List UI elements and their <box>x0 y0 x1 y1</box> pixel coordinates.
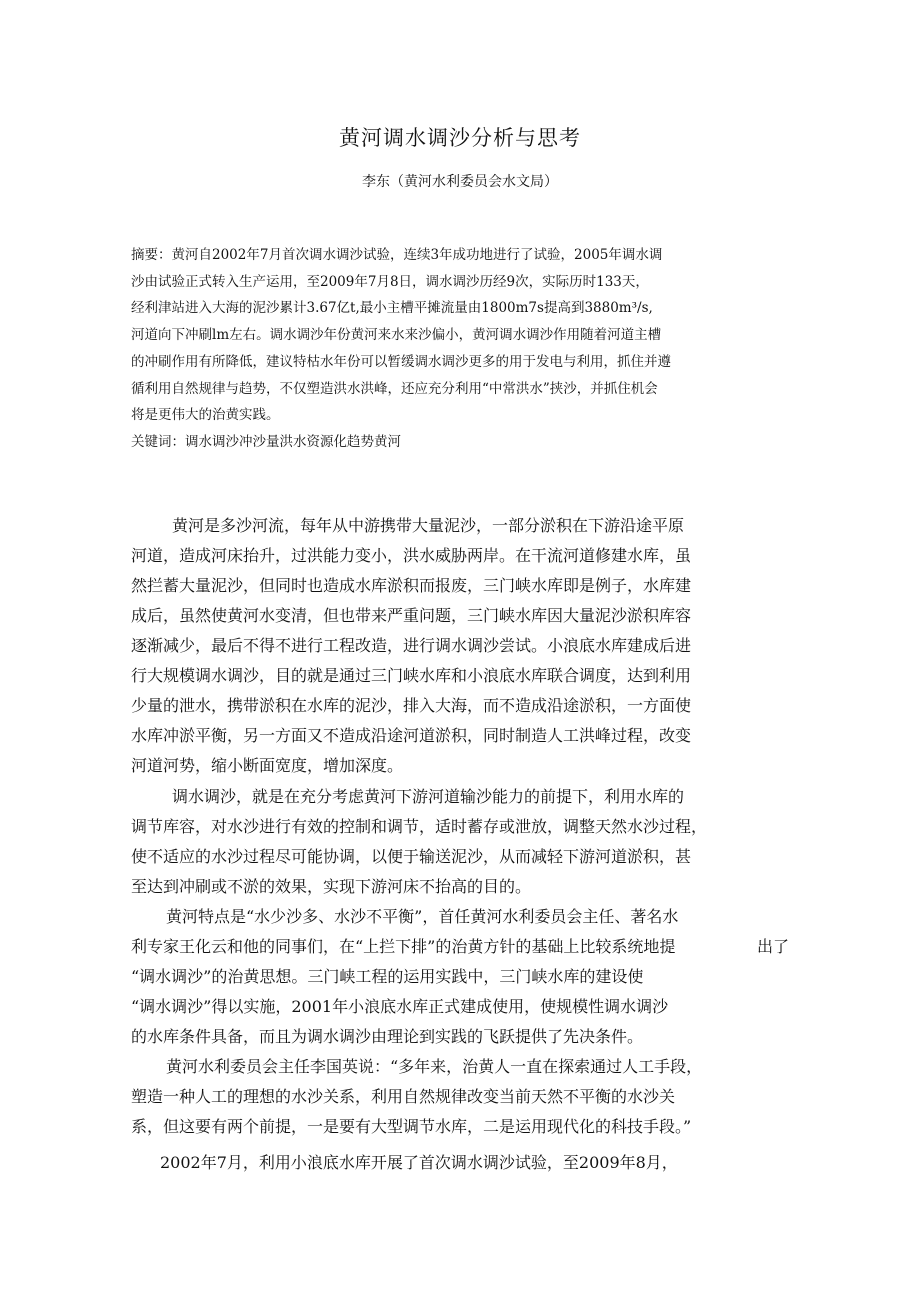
author-line: 李东（黄河水利委员会水文局） <box>362 174 558 190</box>
body-line: 行大规模调水调沙，目的就是通过三门峡水库和小浪底水库联合调度，达到利用 <box>131 666 692 685</box>
body-line: 黄河是多沙河流，每年从中游携带大量泥沙，一部分淤积在下游沿途平原 <box>172 516 685 535</box>
body-line: 水库冲淤平衡，另一方面又不造成沿途河道淤积，同时制造人工洪峰过程，改变 <box>131 726 692 745</box>
body-line: 逐渐减少，最后不得不进行工程改造，进行调水调沙尝试。小浪底水库建成后进 <box>131 636 692 655</box>
body-line: “调水调沙”的治黄思想。三门峡工程的运用实践中，三门峡水库的建设使 <box>131 967 644 986</box>
body-line: 然拦蓄大量泥沙，但同时也造成水库淤积而报废，三门峡水库即是例子，水库建 <box>131 576 692 595</box>
body-line: 至达到冲刷或不淤的效果，实现下游河床不抬高的目的。 <box>131 877 532 896</box>
body-line: “调水调沙”得以实施，2001年小浪底水库正式建成使用，使规模性调水调沙 <box>131 997 669 1016</box>
abstract-line: 循利用自然规律与趋势，不仅塑造洪水洪峰，还应充分利用“中常洪水”挟沙，并抓住机会 <box>131 381 658 397</box>
body-line: 的水库条件具备，而且为调水调沙由理论到实践的飞跃提供了先决条件。 <box>131 1027 644 1046</box>
body-line: 调节库容，对水沙进行有效的控制和调节，适时蓄存或泄放，调整天然水沙过程， <box>131 817 708 836</box>
abstract-line: 的冲刷作用有所降低，建议特枯水年份可以暂缓调水调沙更多的用于发电与利用，抓住并遵 <box>131 354 671 370</box>
body-line: 黄河水利委员会主任李国英说：“多年来，治黄人一直在探索通过人工手段， <box>166 1057 703 1076</box>
abstract-line: 摘要：黄河自2002年7月首次调水调沙试验，连续3年成功地进行了试验，2005年调水调 <box>131 247 663 263</box>
body-line: 少量的泄水，携带淤积在水库的泥沙，排入大海，而不造成沿途淤积，一方面使 <box>131 696 692 715</box>
abstract-line: 经利津站进入大海的泥沙累计3.67亿t,最小主槽平摊流量由1800m7s提高到3880m³/s, <box>131 300 653 316</box>
document-title: 黄河调水调沙分析与思考 <box>339 126 581 150</box>
body-line: 调水调沙，就是在充分考虑黄河下游河道输沙能力的前提下，利用水库的 <box>172 787 685 806</box>
keywords-line: 关键词：调水调沙冲沙量洪水资源化趋势黄河 <box>131 434 401 450</box>
body-line: 成后，虽然使黄河水变清，但也带来严重问题，三门峡水库因大量泥沙淤积库容 <box>131 606 692 625</box>
body-line: 黄河特点是“水少沙多、水沙不平衡”，首任黄河水利委员会主任、著名水 <box>166 907 679 926</box>
abstract-line: 将是更伟大的治黄实践。 <box>131 407 280 423</box>
abstract-line: 河道向下冲刷lm左右。调水调沙年份黄河来水来沙偏小，黄河调水调沙作用随着河道主槽 <box>131 327 662 343</box>
body-line: 使不适应的水沙过程尽可能协调，以便于输送泥沙，从而减轻下游河道淤积，甚 <box>131 847 692 866</box>
body-line: 系，但这要有两个前提，一是要有大型调节水库，二是运用现代化的科技手段。” <box>131 1117 692 1136</box>
body-line: 塑造一种人工的理想的水沙关系，利用自然规律改变当前天然不平衡的水沙关 <box>131 1087 676 1106</box>
body-line: 河道河势，缩小断面宽度，增加深度。 <box>131 756 404 775</box>
body-line: 2002年7月，利用小浪底水库开展了首次调水调沙试验，至2009年8月， <box>160 1153 678 1172</box>
body-line: 河道，造成河床抬升，过洪能力变小，洪水威胁两岸。在干流河道修建水库，虽 <box>131 546 692 565</box>
abstract-line: 沙由试验正式转入生产运用，至2009年7月8日，调水调沙历经9次，实际历时133天， <box>131 274 649 290</box>
body-line: 利专家王化云和他的同事们，在“上拦下排”的治黄方针的基础上比较系统地提 <box>131 937 676 956</box>
body-line: 出了 <box>757 937 790 956</box>
